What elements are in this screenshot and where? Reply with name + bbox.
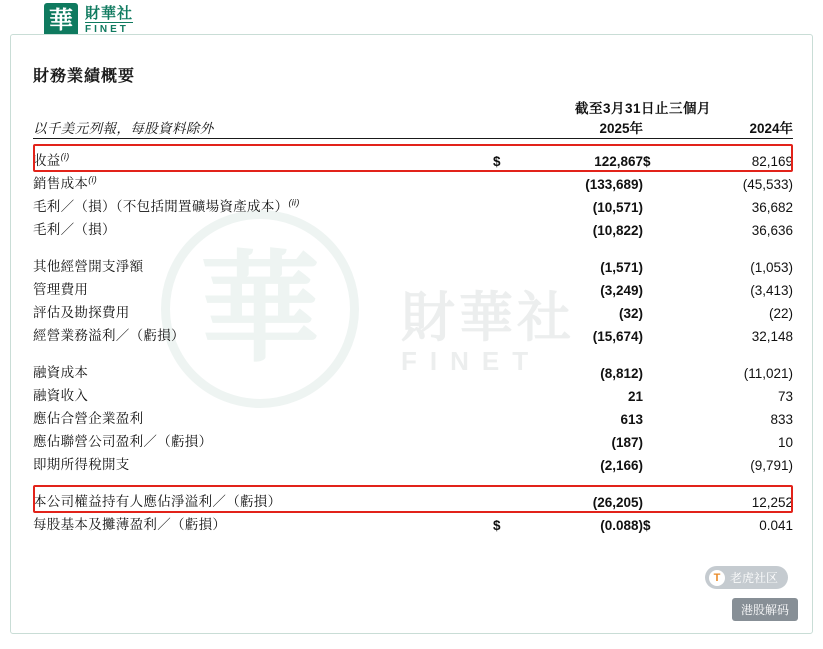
value-year-1: (32) <box>618 306 643 321</box>
value-year-2: 73 <box>777 389 793 404</box>
value-year-2: (1,053) <box>750 260 793 275</box>
currency-symbol-year-2 <box>643 275 665 298</box>
brand-wordmark <box>85 3 133 37</box>
column-header-year-1: 2025年 <box>599 121 643 136</box>
table-row <box>33 252 793 275</box>
row-spacer <box>33 344 793 358</box>
currency-symbol-year-1 <box>493 252 515 275</box>
basis-of-presentation-note: 以千美元列報，每股資料除外 <box>33 121 214 136</box>
value-year-1: 122,867 <box>594 154 643 169</box>
table-header-year-row <box>33 117 793 137</box>
currency-symbol-year-1 <box>493 215 515 238</box>
value-year-2: (3,413) <box>750 283 793 298</box>
row-label: 評估及勘探費用 <box>33 305 130 320</box>
column-header-year-2: 2024年 <box>749 121 793 136</box>
value-year-2: (9,791) <box>750 458 793 473</box>
spacer-cell <box>493 117 515 137</box>
page-title: 財務業績概要 <box>33 68 136 85</box>
value-year-2: (11,021) <box>743 366 793 381</box>
currency-symbol-year-2 <box>643 358 665 381</box>
value-year-2: 0.041 <box>759 518 793 533</box>
value-year-2: 833 <box>770 412 793 427</box>
value-year-2: 12,252 <box>751 495 793 510</box>
row-label: 每股基本及攤薄盈利／（虧損） <box>33 517 227 532</box>
financial-table <box>33 97 793 533</box>
spacer-cell <box>643 117 665 137</box>
badge-tiger-label: 老虎社区 <box>729 571 778 585</box>
table-row <box>33 381 793 404</box>
value-year-1: (133,689) <box>585 177 643 192</box>
row-label: 融資收入 <box>33 388 89 403</box>
row-label: 毛利／（損）（不包括閒置礦場資產成本）$^{(ii)}$ <box>33 197 300 214</box>
currency-symbol-year-2 <box>643 427 665 450</box>
value-year-1: (187) <box>611 435 643 450</box>
value-year-2: 10 <box>777 435 793 450</box>
value-year-2: 82,169 <box>751 154 793 169</box>
row-spacer <box>33 139 793 147</box>
row-label: 其他經營開支淨額 <box>33 259 144 274</box>
table-header-period-row <box>33 97 793 117</box>
row-label: 應佔聯營公司盈利／（虧損） <box>33 434 213 449</box>
value-year-1: (3,249) <box>600 283 643 298</box>
value-year-1: (26,205) <box>592 495 643 510</box>
row-label: 銷售成本$^{(i)}$ <box>33 174 98 191</box>
table-row <box>33 192 793 215</box>
row-label: 管理費用 <box>33 282 89 297</box>
currency-symbol-year-2 <box>643 298 665 321</box>
value-year-2: 36,682 <box>751 200 793 215</box>
currency-symbol-year-1 <box>493 427 515 450</box>
row-label: 即期所得稅開支 <box>33 457 130 472</box>
currency-symbol-year-1 <box>493 321 515 344</box>
value-year-1: 21 <box>627 389 643 404</box>
currency-symbol-year-2 <box>643 192 665 215</box>
table-row <box>33 169 793 192</box>
currency-symbol-year-1 <box>493 298 515 321</box>
currency-symbol-year-1 <box>493 169 515 192</box>
watermark-text-cn: 財華社 <box>401 286 575 349</box>
value-year-1: (2,166) <box>600 458 643 473</box>
footnote-marker: (i) <box>88 174 98 185</box>
value-year-1: (8,812) <box>600 366 643 381</box>
row-label: 毛利／（損） <box>33 222 116 237</box>
badge-tiger-community <box>705 566 788 589</box>
value-year-1: (0.088) <box>600 518 643 533</box>
currency-symbol-year-2: $ <box>643 154 651 169</box>
currency-symbol-year-2 <box>643 252 665 275</box>
currency-symbol-year-1 <box>493 487 515 510</box>
currency-symbol-year-2 <box>643 450 665 473</box>
badge-hk-label: 港股解码 <box>740 603 789 617</box>
currency-symbol-year-2 <box>643 381 665 404</box>
finet-logo-icon: 華 <box>44 3 78 37</box>
row-label: 本公司權益持有人應佔淨溢利／（虧損） <box>33 494 282 509</box>
row-label: 收益$^{(i)}$ <box>33 151 70 168</box>
table-row <box>33 215 793 238</box>
table-row <box>33 450 793 473</box>
currency-symbol-year-1 <box>493 192 515 215</box>
period-header: 截至3月31日止三個月 <box>574 101 712 116</box>
table-row <box>33 321 793 344</box>
value-year-2: 36,636 <box>751 223 793 238</box>
row-label: 融資成本 <box>33 365 89 380</box>
tiger-icon: T <box>709 570 725 586</box>
brand-name-en: FINET <box>85 22 133 36</box>
currency-symbol-year-1 <box>493 450 515 473</box>
row-spacer <box>33 473 793 487</box>
table-row <box>33 510 793 533</box>
currency-symbol-year-2 <box>643 169 665 192</box>
watermark-seal-icon: 華 <box>161 210 359 408</box>
value-year-2: (22) <box>768 306 793 321</box>
table-row <box>33 275 793 298</box>
currency-symbol-year-1 <box>493 381 515 404</box>
row-label: 經營業務溢利／（虧損） <box>33 328 185 343</box>
row-label: 應佔合營企業盈利 <box>33 411 144 426</box>
value-year-1: 613 <box>620 412 643 427</box>
value-year-1: (1,571) <box>600 260 643 275</box>
value-year-2: 32,148 <box>751 329 793 344</box>
table-row <box>33 427 793 450</box>
financial-summary-card <box>10 34 813 634</box>
table-row <box>33 298 793 321</box>
currency-symbol-year-2: $ <box>643 518 651 533</box>
currency-symbol-year-1: $ <box>493 518 501 533</box>
table-row <box>33 487 793 510</box>
currency-symbol-year-2 <box>643 404 665 427</box>
currency-symbol-year-2 <box>643 215 665 238</box>
watermark-text-en: FINET <box>401 346 542 376</box>
value-year-1: (10,571) <box>592 200 643 215</box>
currency-symbol-year-2 <box>643 321 665 344</box>
footnote-marker: (i) <box>60 151 70 162</box>
brand-name-cn: 財華社 <box>85 4 134 22</box>
currency-symbol-year-2 <box>643 487 665 510</box>
value-year-1: (15,674) <box>592 329 643 344</box>
currency-symbol-year-1: $ <box>493 154 501 169</box>
footnote-marker: (ii) <box>288 197 300 208</box>
value-year-2: (45,533) <box>742 177 793 192</box>
table-row <box>33 404 793 427</box>
currency-symbol-year-1 <box>493 358 515 381</box>
table-row <box>33 146 793 169</box>
value-year-1: (10,822) <box>592 223 643 238</box>
table-row <box>33 358 793 381</box>
row-spacer <box>33 238 793 252</box>
currency-symbol-year-1 <box>493 275 515 298</box>
badge-hk-decode <box>732 598 798 621</box>
currency-symbol-year-1 <box>493 404 515 427</box>
